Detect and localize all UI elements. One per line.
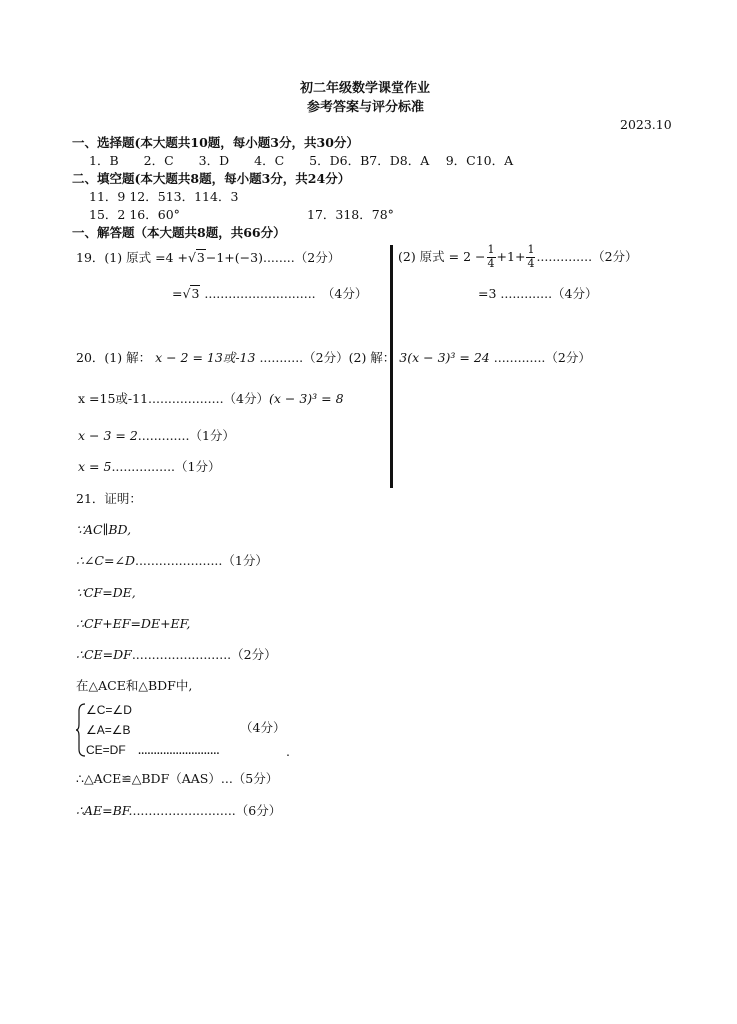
frac2-denominator: 4	[527, 256, 535, 270]
q21-cond3: CE=DF	[86, 743, 126, 757]
section3-heading: 一、解答题（本大题共8题，共66分）	[72, 225, 286, 240]
q19-right-score1: ..............（2分）	[536, 248, 638, 264]
section2-heading: 二、填空题(本大题共8题，每小题3分，共24分）	[72, 171, 351, 186]
frac1-denominator: 4	[487, 256, 495, 270]
section1-heading: 一、选择题(本大题共10题，每小题3分，共30分）	[72, 135, 359, 150]
q19-right-frac1	[487, 244, 496, 270]
q19-right-expr-b: +1+	[496, 248, 526, 264]
q20-left-label: 20．(1) 解：	[76, 350, 152, 365]
q21-cond1: ∠C=∠D	[86, 703, 132, 717]
q19-left-score2: ............................ （4分）	[204, 286, 368, 301]
q19-left-sqrt: 3	[196, 250, 205, 265]
q21-cond-end: .	[286, 744, 290, 759]
sqrt-symbol: √	[182, 286, 191, 301]
q20-line2-score: ...................（4分）	[148, 391, 269, 406]
q20-left-expr1: x − 2 = 13或-13	[155, 350, 256, 365]
q21-step8-score: ..........................（6分）	[132, 803, 282, 818]
q20-right-score1: .............（2分）	[493, 350, 591, 365]
q19-left-line2-sqrt: 3	[191, 286, 200, 301]
column-divider	[390, 245, 393, 488]
frac2-numerator: 1	[527, 243, 535, 256]
q19-left-line1	[76, 252, 340, 265]
q21-step3: ∵CF=DE,	[76, 585, 136, 600]
q20-right-label: (2) 解：	[348, 350, 396, 365]
q21-step1: ∵AC∥BD,	[76, 522, 132, 537]
q19-left-score1: ........（2分）	[262, 250, 341, 265]
section2-line2b: 17．318．78°	[307, 207, 394, 222]
q21-step5	[76, 649, 277, 662]
q21-step5-score: .........................（2分）	[131, 647, 277, 662]
q20-line2	[78, 393, 344, 406]
q19-right-frac2	[526, 244, 535, 270]
q20-left-score1: ...........（2分）	[259, 350, 349, 365]
q20-line4-expr: x = 5	[78, 459, 112, 474]
q21-step8	[76, 805, 281, 818]
page-subtitle: 参考答案与评分标准	[307, 100, 425, 115]
q19-left-expr-a: =4 +	[155, 250, 188, 265]
q21-step2-score: ......................（1分）	[134, 553, 268, 568]
document-date: 2023.10	[620, 117, 672, 132]
q19-right-expr-a: = 2 −	[448, 248, 486, 264]
frac1-numerator: 1	[487, 243, 495, 256]
q20-line2-a: x =15或-11	[78, 391, 149, 406]
q19-right-label: (2) 原式	[398, 248, 445, 264]
q21-step8-text: ∴AE=BF.	[76, 803, 133, 818]
q21-cond2: ∠A=∠B	[86, 723, 131, 737]
q21-step4: ∴CF+EF=DE+EF,	[76, 616, 191, 631]
section2-line2a: 15．2 16．60°	[89, 207, 180, 222]
q19-right-line2: =3 .............（4分）	[478, 286, 598, 301]
section2-line1: 11．9 12．513．114．3	[89, 189, 239, 204]
q21-cond-score: （4分）	[240, 720, 286, 735]
q20-line2-b: (x − 3)³ = 8	[269, 391, 344, 406]
q21-label: 21．证明：	[76, 491, 142, 506]
q21-step5-text: ∴CE=DF	[76, 647, 132, 662]
q20-line3	[78, 430, 235, 443]
sqrt-symbol: √	[187, 250, 196, 265]
q20-line3-expr: x − 3 = 2	[78, 428, 138, 443]
q19-label: 19．(1) 原式	[76, 250, 152, 265]
page-title: 初二年级数学课堂作业	[300, 81, 431, 96]
q19-right-line1	[398, 244, 638, 270]
q20-right-expr1: 3(x − 3)³ = 24	[399, 350, 490, 365]
q19-left-line2-eq: =	[172, 286, 183, 301]
left-brace-icon	[76, 703, 86, 757]
q19-left-expr-b: −1+(−3)	[205, 250, 263, 265]
q20-line4	[78, 461, 220, 474]
q20-line1	[76, 352, 591, 365]
q21-step6: 在△ACE和△BDF中,	[76, 678, 193, 693]
q20-line4-score: ................（1分）	[111, 459, 221, 474]
q21-step7: ∴△ACE≌△BDF（AAS）...（5分）	[76, 771, 279, 786]
q19-left-line2	[172, 288, 367, 301]
q21-step2-text: ∴∠C=∠D	[76, 553, 135, 568]
q21-cond-dots: ..........................	[138, 747, 220, 757]
q20-line3-score: .............（1分）	[137, 428, 235, 443]
section1-answers: 1．B 2．C 3．D 4．C 5．D6．B7．D8．A 9．C10．A	[89, 153, 514, 168]
q21-step2	[76, 555, 268, 568]
